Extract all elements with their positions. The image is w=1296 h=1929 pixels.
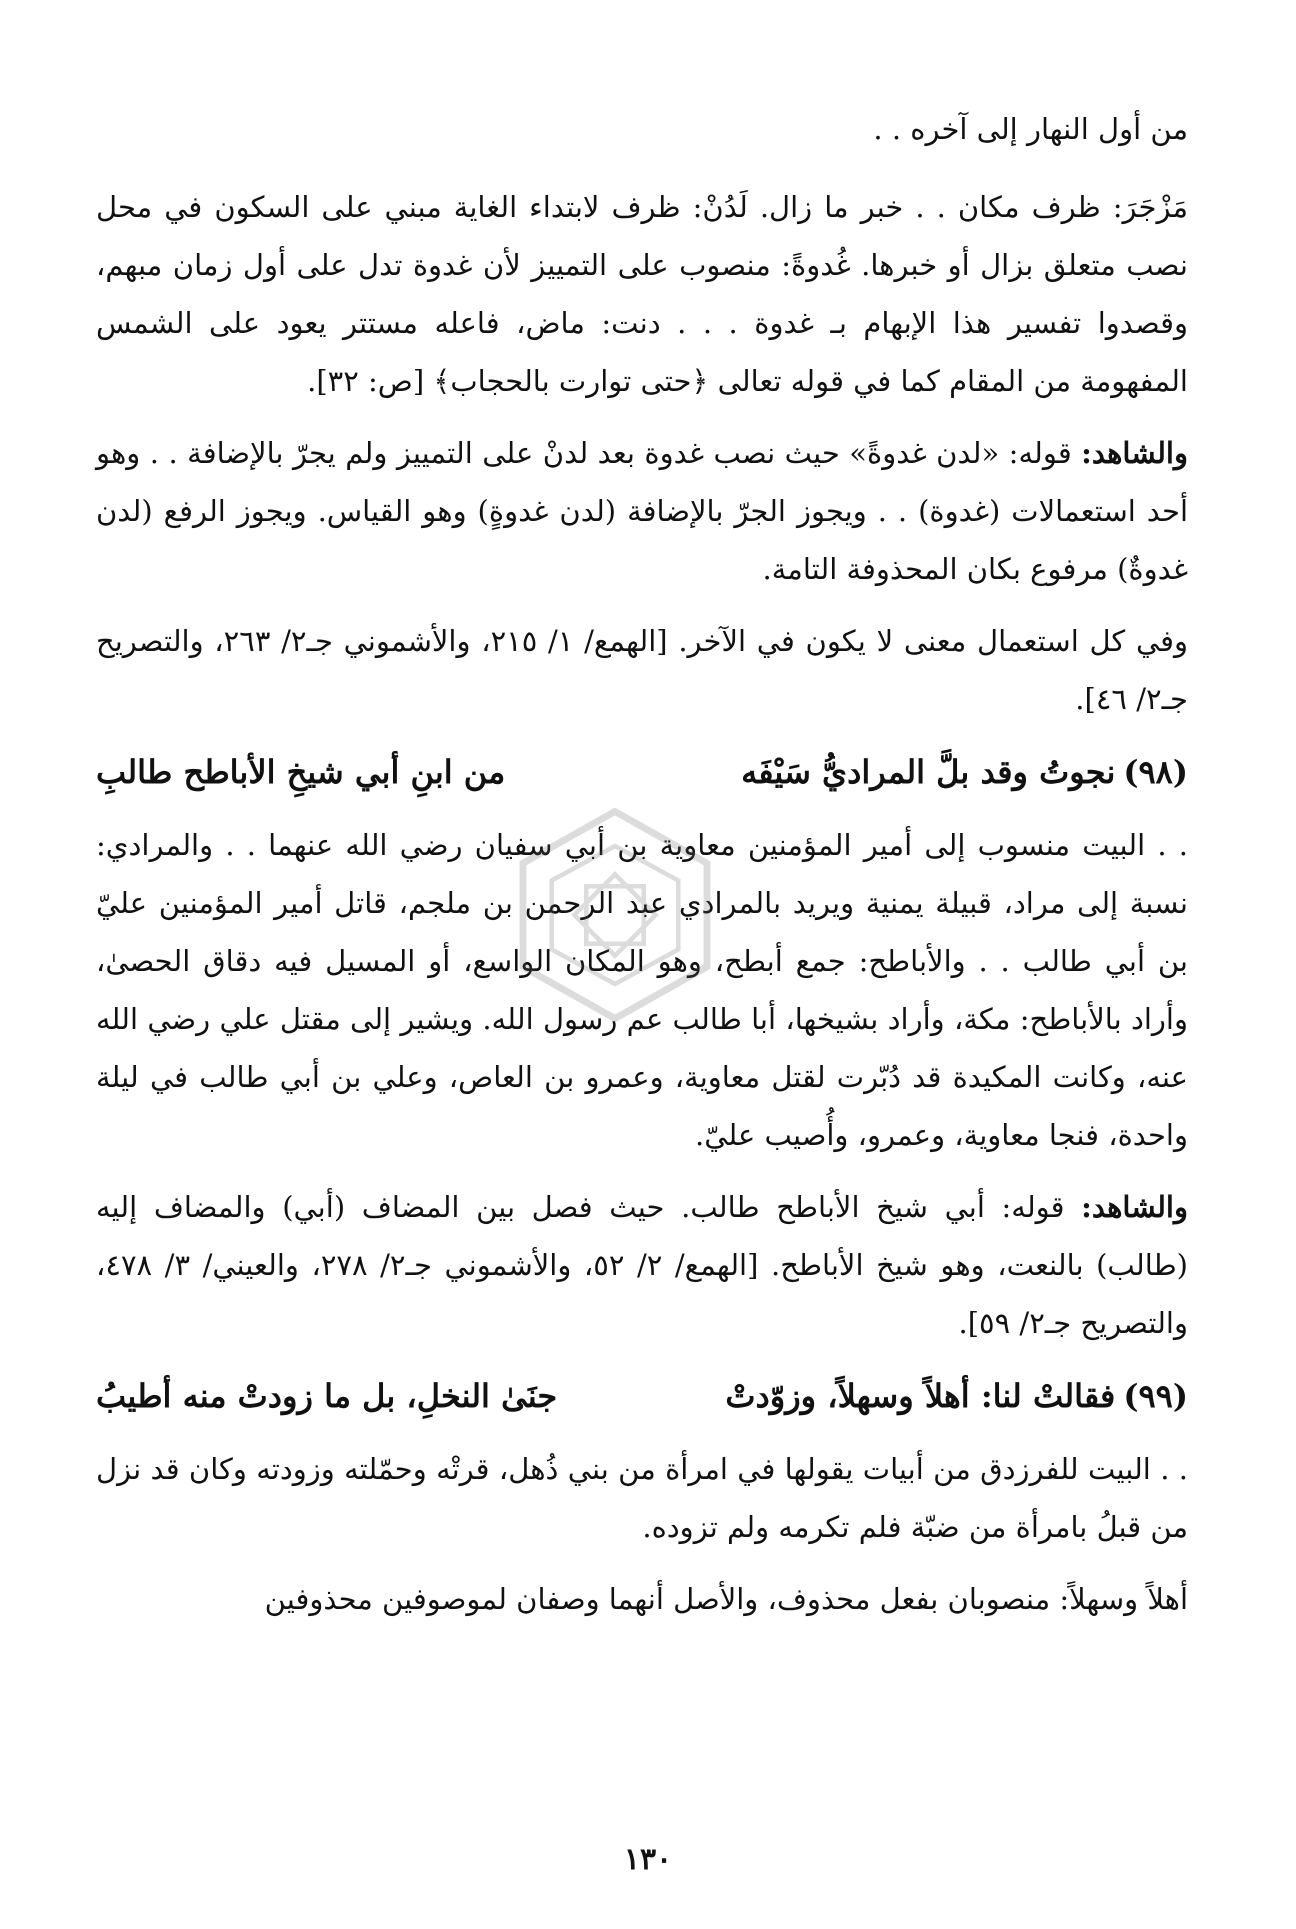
verse-99-first-text: فقالتْ لنا: أهلاً وسهلاً، وزوّدتْ bbox=[725, 1377, 1116, 1415]
verse-99 bbox=[96, 1366, 1188, 1426]
verse-98-first-hemistich bbox=[741, 742, 1188, 802]
paragraph-parsing: مَزْجَرَ: ظرف مكان . . خبر ما زال. لَدُنْ: ظرف لابتداء الغاية مبني على السكون في محل نصب متعلق بزال أو خبرها. غُدوةً: منصوب على التمييز لأن غدوة تدل على أول زمان مبهم، وقصدوا تفسير هذا الإبهام بـ غدوة . . . دنت: ماض، فاعله مستتر يعود على الشمس المفهومة من المقام كما في قوله تعالى ﴿حتى توارت بالحجاب﴾ [ص: ٣٢]. bbox=[96, 190, 1188, 398]
verse-98-second-hemistich: من ابنِ أبي شيخِ الأباطح طالبِ bbox=[96, 753, 506, 791]
evidence-lead: والشاهد: bbox=[1081, 1190, 1188, 1224]
paragraph-parsing-99: أهلاً وسهلاً: منصوبان بفعل محذوف، والأصل أنهما وصفان لموصوفين محذوفين bbox=[264, 1582, 1188, 1616]
verse-98-first-text: نجوتُ وقد بلَّ المراديُّ سَيْفَه bbox=[741, 753, 1116, 791]
evidence-text: قوله: أبي شيخ الأباطح طالب. حيث فصل بين المضاف (أبي) والمضاف إليه (طالب) بالنعت، وهو شيخ الأباطح. [الهمع/ ٢/ ٥٢، والأشموني جـ٢/ ٢٧٨، والعيني/ ٣/ ٤٧٨، والتصريح جـ٢/ ٥٩]. bbox=[96, 1190, 1188, 1340]
intro-line: من أول النهار إلى آخره . . bbox=[873, 112, 1188, 146]
page-number: ١٣٠ bbox=[623, 1842, 673, 1877]
paragraph-evidence-2 bbox=[96, 1178, 1188, 1352]
verse-99-second-hemistich: جنَىٰ النخلِ، بل ما زودتْ منه أطيبُ bbox=[96, 1377, 558, 1415]
verse-99-first-hemistich bbox=[725, 1366, 1188, 1426]
paragraph-commentary-99: . . البيت للفرزدق من أبيات يقولها في امرأة من بني ذُهل، قرتْه وحمّلته وزودته وكان قد نزل من قبلُ بامرأة من ضبّة فلم تكرمه ولم تزوده. bbox=[96, 1452, 1188, 1544]
evidence-lead: والشاهد: bbox=[1081, 436, 1188, 470]
evidence-text: قوله: «لدن غدوةً» حيث نصب غدوة بعد لدنْ على التمييز ولم يجرّ بالإضافة . . وهو أحد استعمالات (غدوة) . . ويجوز الجرّ بالإضافة (لدن غدوةٍ) وهو القياس. ويجوز الرفع (لدن غدوةٌ) مرفوع بكان المحذوفة التامة. bbox=[96, 436, 1188, 586]
paragraph-evidence-1 bbox=[96, 424, 1188, 598]
verse-98-number: (٩٨) bbox=[1123, 753, 1188, 791]
verse-98 bbox=[96, 742, 1188, 802]
paragraph-commentary-98: . . البيت منسوب إلى أمير المؤمنين معاوية بن أبي سفيان رضي الله عنهما . . والمرادي: نسبة إلى مراد، قبيلة يمنية ويريد بالمرادي عبد الرحمن بن ملجم، قاتل أمير المؤمنين عليّ بن أبي طالب . . والأباطح: جمع أبطح، وهو المكان الواسع، أو المسيل فيه دقاق الحصىٰ، وأراد بالأباطح: مكة، وأراد بشيخها، أبا طالب عم رسول الله. ويشير إلى مقتل علي رضي الله عنه، وكانت المكيدة قد دُبّرت لقتل معاوية، وعمرو بن العاص، وعلي بن أبي طالب في ليلة واحدة، فنجا معاوية، وعمرو، وأُصيب عليّ. bbox=[96, 828, 1188, 1152]
verse-99-number: (٩٩) bbox=[1123, 1377, 1188, 1415]
paragraph-references-1: وفي كل استعمال معنى لا يكون في الآخر. [الهمع/ ١/ ٢١٥، والأشموني جـ٢/ ٢٦٣، والتصريح جـ٢/ ٤٦]. bbox=[96, 624, 1188, 716]
